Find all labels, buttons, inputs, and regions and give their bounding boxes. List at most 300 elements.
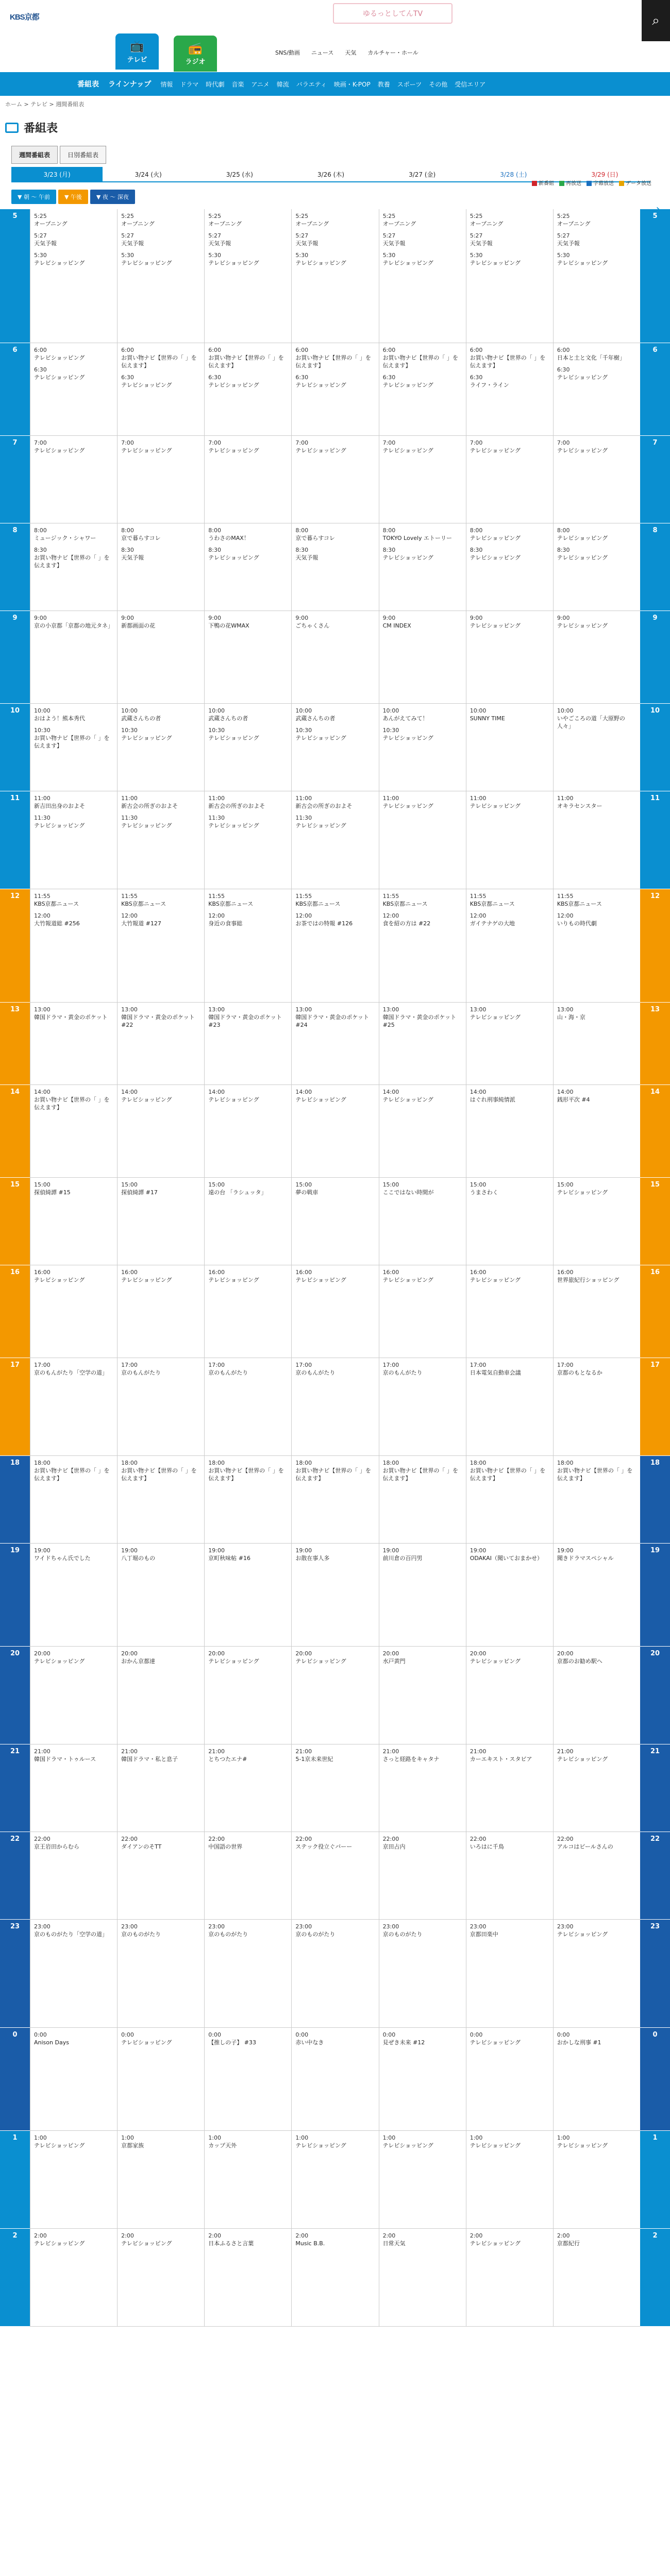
program[interactable]	[121, 1181, 200, 1196]
program[interactable]	[295, 814, 375, 829]
program[interactable]	[208, 1650, 288, 1665]
program[interactable]	[470, 794, 549, 810]
program-title: 天気予報	[121, 240, 144, 247]
topnav-news[interactable]: ニュース	[311, 49, 334, 56]
site-logo[interactable]	[8, 9, 39, 23]
program[interactable]	[34, 1361, 113, 1377]
program[interactable]	[295, 912, 375, 927]
program-title: 大竹報道総 #256	[34, 920, 80, 927]
hour-label: 8	[0, 523, 30, 611]
program[interactable]	[470, 707, 549, 722]
program[interactable]	[208, 1088, 288, 1104]
hour-cell	[205, 1358, 291, 1456]
program[interactable]	[295, 527, 375, 542]
program[interactable]	[208, 726, 288, 742]
program[interactable]	[34, 2232, 113, 2247]
hour-label: 1	[0, 2131, 30, 2229]
pager-button[interactable]: ▼ 午後	[58, 190, 88, 204]
program[interactable]	[34, 346, 113, 362]
program[interactable]	[121, 346, 200, 369]
program[interactable]	[470, 1268, 549, 1284]
program[interactable]	[34, 707, 113, 722]
program[interactable]	[383, 2031, 462, 2046]
program[interactable]	[121, 527, 200, 542]
hour-cell	[292, 436, 378, 523]
program[interactable]	[470, 251, 549, 267]
program[interactable]	[470, 892, 549, 908]
hour-cell	[118, 343, 204, 436]
program[interactable]	[470, 1835, 549, 1851]
day-column	[466, 209, 553, 2327]
program[interactable]	[383, 1361, 462, 1377]
program-title: テレビショッピング	[34, 374, 85, 381]
program[interactable]	[557, 212, 636, 228]
program[interactable]	[208, 1923, 288, 1938]
date-tab[interactable]: 3/25 (水)	[226, 171, 253, 178]
program[interactable]	[34, 912, 113, 927]
legend-label: 新番組	[539, 181, 554, 187]
program[interactable]	[383, 1650, 462, 1665]
program[interactable]	[208, 614, 288, 630]
program[interactable]	[295, 1181, 375, 1196]
program[interactable]	[121, 439, 200, 454]
program-title: おはよう！熊本秀代	[34, 715, 85, 722]
date-tab[interactable]: 3/27 (金)	[409, 171, 436, 178]
program[interactable]	[295, 546, 375, 562]
program[interactable]	[557, 366, 636, 381]
program[interactable]	[557, 1923, 636, 1938]
gnav-item[interactable]: 情報	[160, 80, 173, 88]
hour-cell	[379, 209, 466, 343]
program[interactable]	[557, 2031, 636, 2046]
hour-label: 21	[0, 1744, 30, 1832]
program[interactable]	[383, 212, 462, 228]
hour-cell	[466, 1744, 553, 1832]
program[interactable]	[121, 726, 200, 742]
program[interactable]	[383, 1459, 462, 1482]
gnav-item[interactable]: ドラマ	[180, 80, 199, 88]
program[interactable]	[557, 1088, 636, 1104]
program[interactable]	[470, 1181, 549, 1196]
program[interactable]	[470, 232, 549, 247]
program[interactable]	[208, 439, 288, 454]
program[interactable]	[34, 614, 113, 630]
program-title: さっと経路をキャタナ	[382, 1756, 440, 1762]
program[interactable]	[557, 439, 636, 454]
program[interactable]	[470, 1361, 549, 1377]
hour-label: 15	[0, 1178, 30, 1265]
program[interactable]	[383, 1547, 462, 1562]
program[interactable]	[383, 251, 462, 267]
program[interactable]	[208, 1459, 288, 1482]
program[interactable]	[208, 212, 288, 228]
program[interactable]	[295, 251, 375, 267]
program[interactable]	[34, 527, 113, 542]
program[interactable]	[208, 814, 288, 829]
program[interactable]	[383, 546, 462, 562]
program[interactable]	[295, 1835, 375, 1851]
program[interactable]	[34, 251, 113, 267]
program[interactable]	[383, 1268, 462, 1284]
program[interactable]	[121, 1748, 200, 1763]
program-title: 食を紹の方は #22	[382, 920, 431, 927]
program[interactable]	[383, 614, 462, 630]
program[interactable]	[383, 707, 462, 722]
gnav-item[interactable]: 映画・K-POP	[333, 80, 371, 88]
program[interactable]	[121, 232, 200, 247]
program[interactable]	[121, 1835, 200, 1851]
program[interactable]	[208, 1006, 288, 1029]
program-title: テレビショッピング	[121, 735, 172, 741]
hour-cell	[379, 2131, 466, 2229]
program[interactable]	[470, 527, 549, 542]
hour-cell	[30, 1920, 117, 2028]
program[interactable]	[208, 2031, 288, 2046]
program-title: 赤い中なき	[295, 2039, 324, 2046]
program[interactable]	[208, 1835, 288, 1851]
program[interactable]	[208, 251, 288, 267]
program[interactable]	[121, 1006, 200, 1029]
date-tab[interactable]: 3/23 (月)	[11, 167, 103, 181]
program[interactable]	[295, 232, 375, 247]
program[interactable]	[383, 794, 462, 810]
program[interactable]	[557, 1459, 636, 1482]
program-time: 11:30	[34, 815, 51, 821]
program[interactable]	[557, 1006, 636, 1021]
program[interactable]	[557, 614, 636, 630]
program-time: 10:00	[121, 707, 138, 714]
program-title: テレビショッピング	[208, 260, 259, 266]
program[interactable]	[383, 439, 462, 454]
program[interactable]	[208, 1547, 288, 1562]
program[interactable]	[295, 707, 375, 722]
topnav-sns[interactable]: SNS/動画	[275, 49, 300, 56]
program[interactable]	[557, 1268, 636, 1284]
program[interactable]	[383, 1835, 462, 1851]
program[interactable]	[34, 2031, 113, 2046]
program[interactable]	[470, 439, 549, 454]
program[interactable]	[121, 212, 200, 228]
program[interactable]	[208, 232, 288, 247]
program[interactable]	[121, 1459, 200, 1482]
gnav-item[interactable]: ラインナップ	[108, 80, 152, 89]
program[interactable]	[470, 546, 549, 562]
date-tab[interactable]: 3/29 (日)	[591, 171, 618, 178]
gnav-item[interactable]: アニメ	[251, 80, 270, 88]
program[interactable]	[121, 707, 200, 722]
program-time: 11:30	[121, 815, 138, 821]
program[interactable]	[121, 1547, 200, 1562]
program[interactable]	[470, 1748, 549, 1763]
program[interactable]	[295, 346, 375, 369]
program[interactable]	[383, 1748, 462, 1763]
program[interactable]	[470, 1006, 549, 1021]
program[interactable]	[470, 1088, 549, 1104]
program-title: うわさのMAX！	[208, 535, 249, 541]
gnav-item[interactable]: 音楽	[231, 80, 244, 88]
program[interactable]	[295, 1088, 375, 1104]
program[interactable]	[34, 1923, 113, 1938]
program[interactable]	[34, 794, 113, 810]
program[interactable]	[208, 794, 288, 810]
program[interactable]	[208, 1181, 288, 1196]
program[interactable]	[295, 1268, 375, 1284]
program-time: 11:30	[208, 815, 225, 821]
program[interactable]	[557, 1650, 636, 1665]
program[interactable]	[34, 1459, 113, 1482]
program-title: テレビショッピング	[121, 1096, 172, 1103]
program[interactable]	[470, 2232, 549, 2247]
program[interactable]	[557, 912, 636, 927]
program-title: 京で暮らすコレ	[295, 535, 335, 541]
program[interactable]	[470, 1459, 549, 1482]
program[interactable]	[557, 527, 636, 542]
hour-cell	[554, 2131, 640, 2229]
program[interactable]	[470, 912, 549, 927]
program[interactable]	[34, 1835, 113, 1851]
program[interactable]	[557, 2232, 636, 2247]
time-pager	[11, 190, 670, 204]
program[interactable]	[295, 2031, 375, 2046]
program[interactable]	[383, 1006, 462, 1029]
program[interactable]	[557, 794, 636, 810]
program[interactable]	[470, 374, 549, 389]
program[interactable]	[121, 912, 200, 927]
program[interactable]	[34, 1650, 113, 1665]
program-title: KBS京都ニュース	[34, 901, 79, 907]
tab-daily[interactable]: 日別番組表	[60, 146, 106, 164]
program[interactable]	[470, 346, 549, 369]
program[interactable]	[121, 614, 200, 630]
program[interactable]	[557, 1748, 636, 1763]
program[interactable]	[208, 2134, 288, 2149]
date-tab[interactable]: 3/24 (火)	[135, 171, 162, 178]
program-time: 7:00	[382, 439, 396, 446]
program[interactable]	[295, 212, 375, 228]
program-title: KBS京都ニュース	[557, 901, 602, 907]
date-tab[interactable]: 3/26 (木)	[317, 171, 345, 178]
program[interactable]	[121, 814, 200, 829]
program[interactable]	[34, 892, 113, 908]
gnav-item[interactable]: 韓流	[276, 80, 289, 88]
program[interactable]	[295, 1006, 375, 1029]
program-time: 15:00	[470, 1181, 487, 1188]
hour-cell	[118, 1544, 204, 1647]
program[interactable]	[208, 892, 288, 908]
program-title: 遠の台 「ラシュッタ」	[208, 1189, 267, 1196]
program[interactable]	[208, 2232, 288, 2247]
program[interactable]	[208, 527, 288, 542]
program[interactable]	[34, 1547, 113, 1562]
program[interactable]	[470, 2031, 549, 2046]
program[interactable]	[383, 2134, 462, 2149]
top-banner[interactable]: ゆるっとしてんTV	[333, 3, 453, 24]
tv-tab[interactable]	[115, 33, 159, 70]
program-time: 20:00	[208, 1650, 225, 1657]
program-time: 13:00	[34, 1006, 51, 1013]
program[interactable]	[557, 2134, 636, 2149]
program[interactable]	[557, 707, 636, 730]
day-column	[117, 209, 204, 2327]
pager-button[interactable]: ▼ 朝 ～ 午前	[11, 190, 56, 204]
program[interactable]	[470, 212, 549, 228]
program[interactable]	[34, 1748, 113, 1763]
view-tabs	[11, 146, 670, 164]
program[interactable]	[383, 726, 462, 742]
hour-cell	[205, 436, 291, 523]
gnav-item[interactable]: 受信エリア	[455, 80, 486, 88]
program[interactable]	[295, 1547, 375, 1562]
program[interactable]	[557, 232, 636, 247]
gnav-item[interactable]: 教養	[377, 80, 390, 88]
program[interactable]	[121, 1268, 200, 1284]
hour-cell	[554, 1358, 640, 1456]
program-time: 8:00	[295, 527, 309, 534]
program[interactable]	[34, 232, 113, 247]
program[interactable]	[121, 1088, 200, 1104]
program[interactable]	[383, 892, 462, 908]
gnav-item[interactable]: その他	[429, 80, 448, 88]
gnav-item[interactable]: 番組表	[77, 80, 99, 89]
program-title: 韓国ドラマ・トゥルース	[34, 1756, 96, 1762]
program-title: 天気予報	[121, 554, 144, 561]
hour-cell	[292, 1920, 378, 2028]
program[interactable]	[121, 2134, 200, 2149]
program[interactable]	[557, 251, 636, 267]
program[interactable]	[34, 2134, 113, 2149]
program[interactable]	[208, 346, 288, 369]
hour-cell	[292, 209, 378, 343]
program[interactable]	[295, 794, 375, 810]
program[interactable]	[557, 346, 636, 362]
program[interactable]	[121, 374, 200, 389]
program[interactable]	[121, 546, 200, 562]
program[interactable]	[121, 2031, 200, 2046]
program[interactable]	[557, 892, 636, 908]
program[interactable]	[34, 212, 113, 228]
search-icon[interactable]: ⌕	[642, 0, 670, 41]
program[interactable]	[121, 794, 200, 810]
program[interactable]	[121, 1361, 200, 1377]
program[interactable]	[121, 1923, 200, 1938]
program[interactable]	[557, 1547, 636, 1562]
program-time: 16:00	[470, 1269, 487, 1276]
program[interactable]	[383, 2232, 462, 2247]
program[interactable]	[383, 346, 462, 369]
program-title: 武蔵さんちの者	[121, 715, 161, 722]
program[interactable]	[121, 892, 200, 908]
program-title: テレビショッピング	[470, 2240, 521, 2247]
gnav-item[interactable]: スポーツ	[397, 80, 422, 88]
program[interactable]	[208, 912, 288, 927]
program[interactable]	[470, 1650, 549, 1665]
program[interactable]	[470, 614, 549, 630]
program[interactable]	[557, 546, 636, 562]
hour-cell	[118, 2229, 204, 2327]
program[interactable]	[295, 1361, 375, 1377]
program[interactable]	[34, 1006, 113, 1021]
program[interactable]	[557, 1835, 636, 1851]
radio-tab[interactable]	[174, 36, 217, 72]
program[interactable]	[383, 374, 462, 389]
program[interactable]	[295, 614, 375, 630]
program[interactable]	[295, 1459, 375, 1482]
program-time: 5:25	[121, 213, 134, 219]
program[interactable]	[557, 1361, 636, 1377]
program[interactable]	[295, 439, 375, 454]
program-time: 8:30	[208, 547, 221, 553]
program[interactable]	[470, 1547, 549, 1562]
legend-label: データ放送	[626, 181, 651, 187]
program[interactable]	[557, 1181, 636, 1196]
program[interactable]	[34, 1181, 113, 1196]
program[interactable]	[208, 374, 288, 389]
program[interactable]	[383, 1088, 462, 1104]
program[interactable]	[121, 1650, 200, 1665]
program[interactable]	[470, 1923, 549, 1938]
program[interactable]	[295, 374, 375, 389]
program[interactable]	[34, 439, 113, 454]
program[interactable]	[383, 527, 462, 542]
program[interactable]	[295, 2134, 375, 2149]
program[interactable]	[383, 232, 462, 247]
hour-cell	[118, 1085, 204, 1178]
program[interactable]	[121, 2232, 200, 2247]
program-title: テレビショッピング	[382, 382, 433, 388]
hour-cell	[466, 1456, 553, 1544]
program[interactable]	[208, 1748, 288, 1763]
program[interactable]	[208, 707, 288, 722]
hour-cell	[379, 1456, 466, 1544]
program[interactable]	[34, 366, 113, 381]
program[interactable]	[383, 1181, 462, 1196]
program-title: Music B.B.	[295, 2240, 325, 2247]
date-tab[interactable]: 3/28 (土)	[500, 171, 527, 178]
program[interactable]	[208, 546, 288, 562]
program[interactable]	[383, 1923, 462, 1938]
page-title-text: 番組表	[24, 122, 58, 135]
program[interactable]	[34, 814, 113, 829]
program[interactable]	[383, 912, 462, 927]
program[interactable]	[208, 1268, 288, 1284]
program-title: テレビショッピング	[557, 1189, 608, 1196]
program[interactable]	[295, 1748, 375, 1763]
program[interactable]	[470, 2134, 549, 2149]
program[interactable]	[121, 251, 200, 267]
topnav-weather[interactable]: 天気	[345, 49, 357, 56]
topnav-culture[interactable]: カルチャー・ホール	[367, 49, 418, 56]
program-time: 5:27	[34, 232, 47, 239]
gnav-item[interactable]: バラエティ	[296, 80, 327, 88]
tab-weekly[interactable]: 週間番組表	[11, 146, 58, 164]
program[interactable]	[295, 1650, 375, 1665]
program-title: 見ぜき未来 #12	[382, 2039, 425, 2046]
program[interactable]	[208, 1361, 288, 1377]
program-time: 12:00	[121, 912, 138, 919]
pager-button[interactable]: ▼ 夜 ～ 深夜	[90, 190, 135, 204]
gnav-item[interactable]: 時代劇	[206, 80, 225, 88]
program[interactable]	[295, 2232, 375, 2247]
program-time: 18:00	[295, 1460, 312, 1466]
program[interactable]	[34, 546, 113, 569]
program-title: 新都画面の花	[121, 622, 156, 629]
program[interactable]	[295, 726, 375, 742]
program[interactable]	[295, 892, 375, 908]
program[interactable]	[34, 1088, 113, 1111]
program[interactable]	[34, 1268, 113, 1284]
program[interactable]	[34, 726, 113, 750]
program[interactable]	[295, 1923, 375, 1938]
